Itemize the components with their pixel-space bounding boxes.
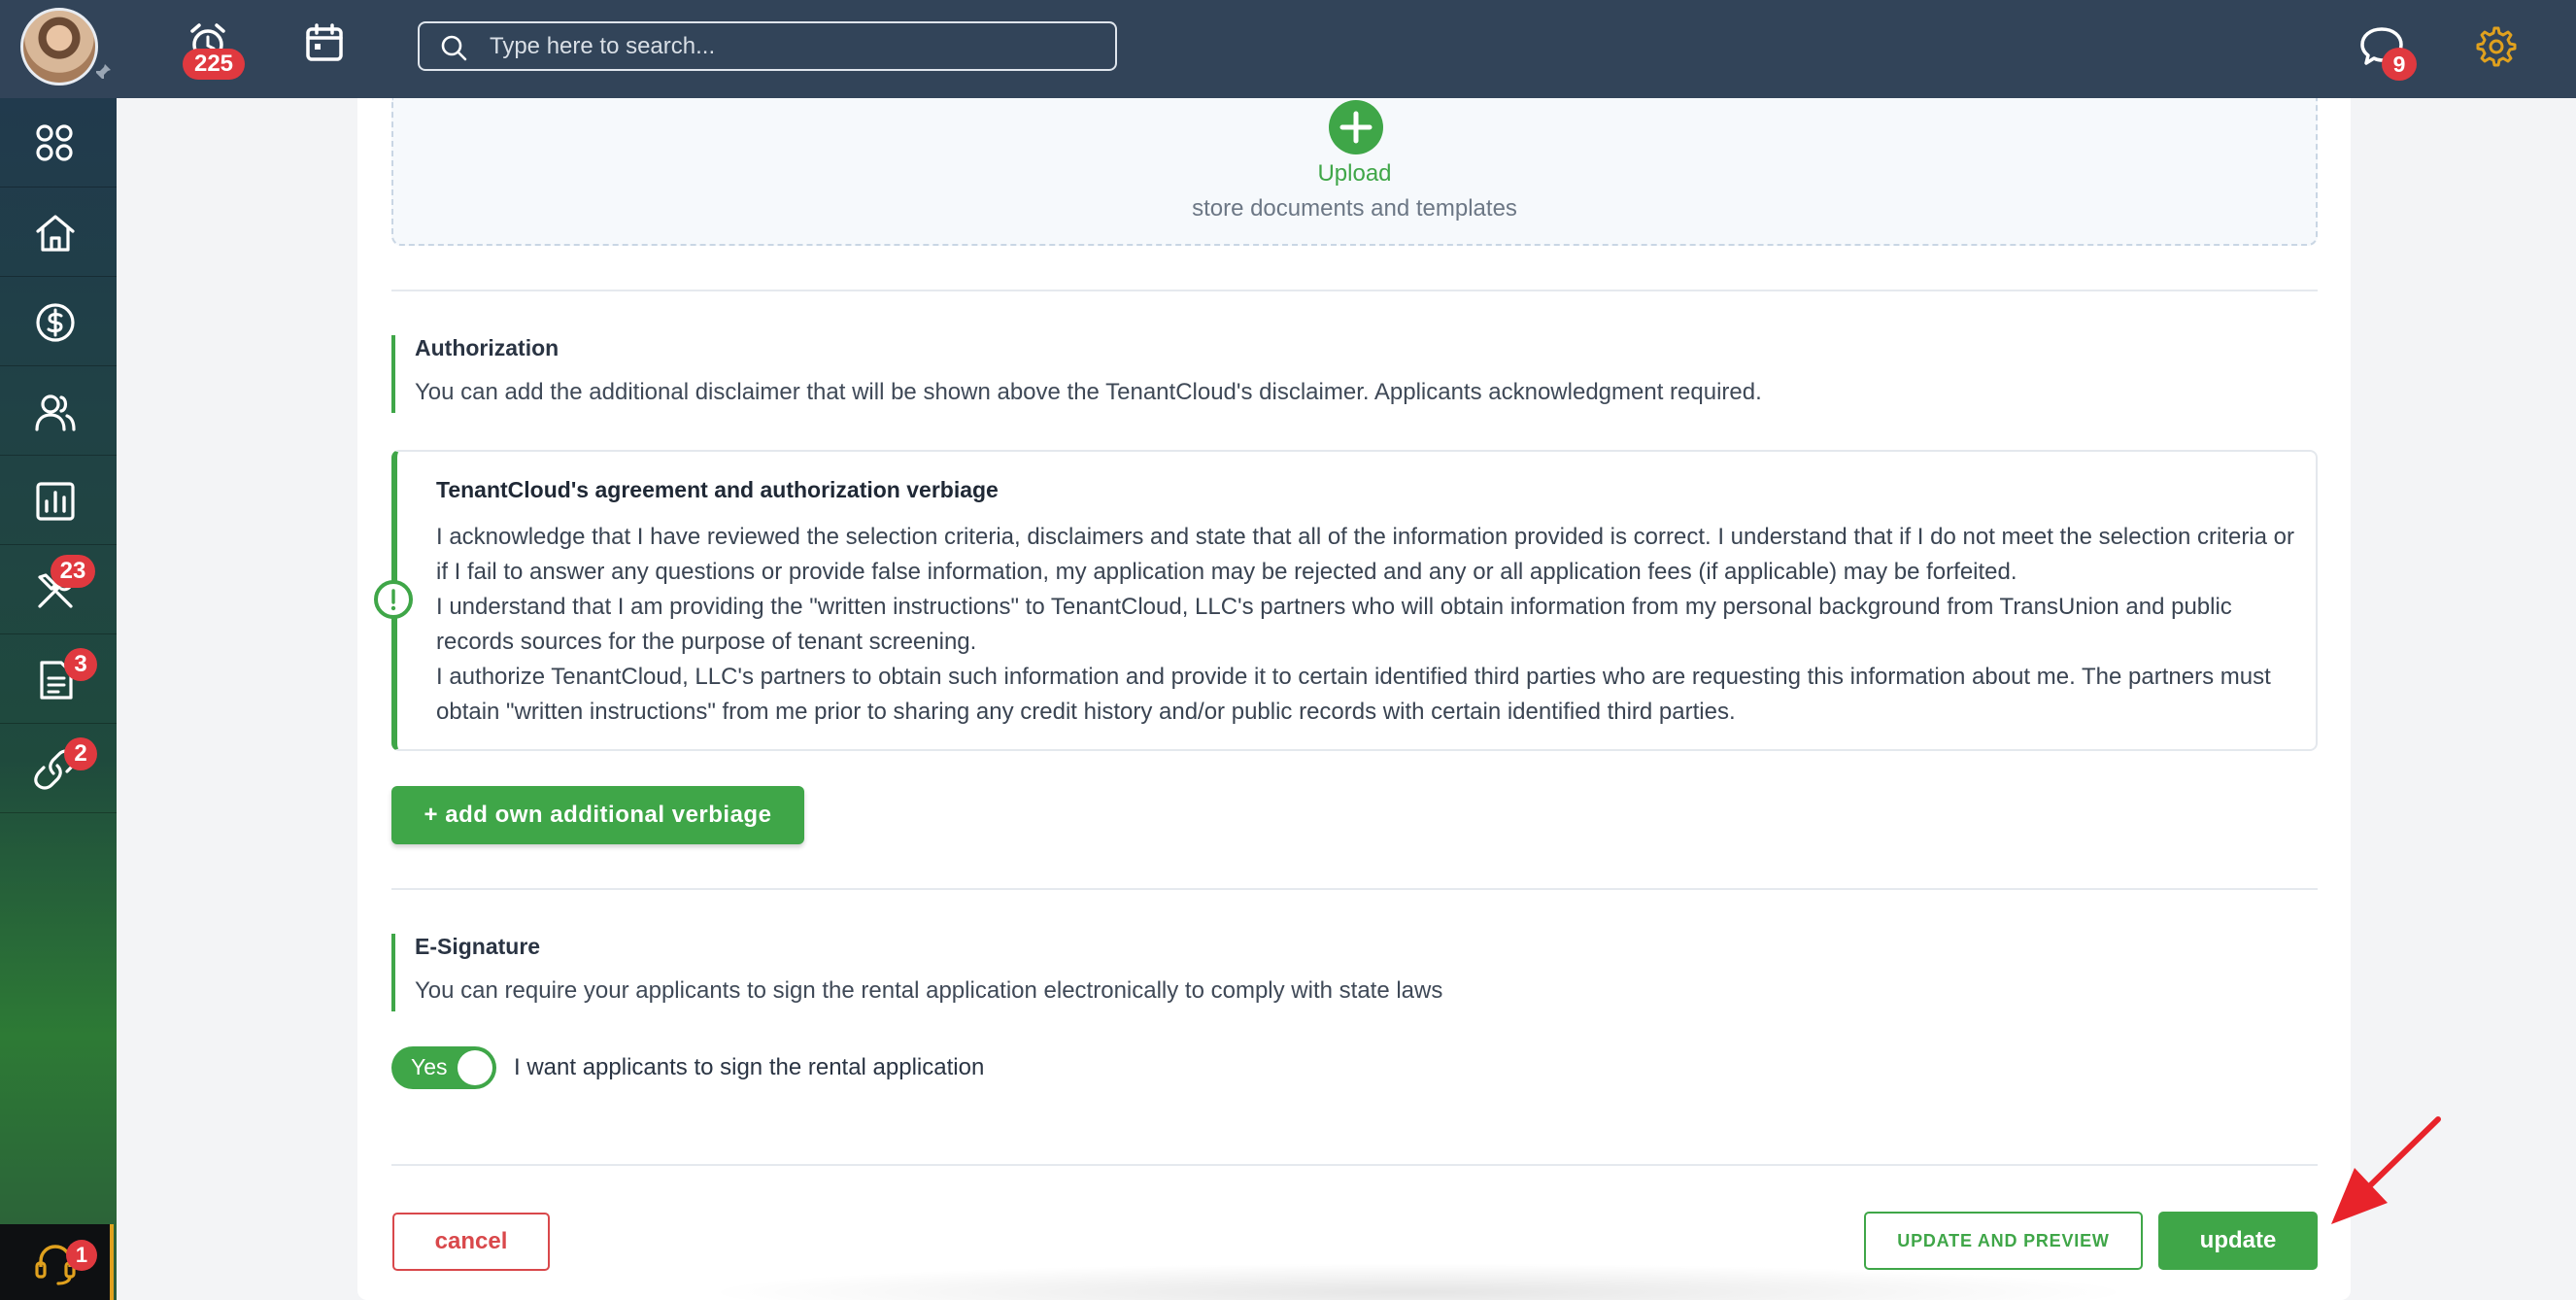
divider: [391, 888, 2318, 890]
upload-subtitle: store documents and templates: [1192, 195, 1517, 222]
update-and-preview-button[interactable]: UPDATE AND PREVIEW: [1864, 1212, 2143, 1270]
upload-title[interactable]: Upload: [1317, 160, 1392, 187]
esignature-toggle[interactable]: [391, 1046, 496, 1089]
toggle-value: Yes: [411, 1054, 448, 1079]
documents-badge: 3: [64, 648, 97, 681]
cancel-button[interactable]: cancel: [392, 1213, 550, 1271]
authorization-section: [391, 335, 2318, 413]
apps-grid-icon: [34, 122, 77, 165]
home-icon: [34, 212, 77, 255]
support-button[interactable]: [0, 1224, 114, 1300]
sidebar-item-maintenance[interactable]: [0, 545, 117, 634]
links-badge: 2: [64, 737, 97, 770]
verbiage-box: [391, 450, 2318, 751]
upload-plus-icon[interactable]: [1329, 100, 1383, 154]
toggle-knob: [458, 1050, 492, 1085]
reports-icon: [34, 480, 77, 523]
support-badge: 1: [66, 1240, 97, 1271]
authorization-heading: Authorization: [415, 335, 559, 360]
dollar-icon: [34, 301, 77, 344]
messages-badge: 9: [2382, 48, 2417, 81]
user-avatar[interactable]: [20, 8, 98, 86]
verbiage-paragraph: I understand that I am providing the "written instructions" to TenantCloud, LLC's partners who will obtain information from my personal background from TransUnion and public records sources for the purpose of tenant screening.: [436, 594, 2232, 655]
alarm-badge: 225: [183, 49, 245, 80]
red-arrow-annotation: [2322, 1108, 2448, 1234]
settings-card: [357, 98, 2351, 1300]
sidebar-item-reports[interactable]: [0, 456, 117, 545]
sidebar-item-links[interactable]: [0, 724, 117, 813]
exclamation-icon: [374, 580, 413, 619]
verbiage-paragraph: I acknowledge that I have reviewed the selection criteria, disclaimers and state that all of the information provided is correct. I understand that if I do not meet the selection criteria or if I fail to answer any questions or provide false information, my application may be rejected and any or all application fees (if applicable) may be forfeited.: [436, 524, 2294, 585]
maintenance-badge: 23: [51, 555, 95, 588]
esignature-toggle-label[interactable]: I want applicants to sign the rental application: [514, 1054, 985, 1080]
calendar-icon[interactable]: [304, 22, 345, 63]
top-bar: [0, 0, 2576, 98]
esignature-description: You can require your applicants to sign the rental application electronically to comply with state laws: [415, 977, 1443, 1004]
pin-icon: [93, 62, 113, 82]
authorization-description: You can add the additional disclaimer that will be shown above the TenantCloud's disclaimer. Applicants acknowledgment required.: [415, 379, 1762, 405]
verbiage-paragraph: I authorize TenantCloud, LLC's partners to obtain such information and provide it to certain identified third parties who are requesting this information about me. The partners must obtain "written instructions" from me prior to sharing any credit history and/or public records with certain identified third parties.: [436, 664, 2271, 725]
esignature-section: [391, 934, 2318, 1011]
search-box[interactable]: [418, 21, 1117, 71]
users-icon: [34, 391, 77, 433]
esignature-heading: E-Signature: [415, 934, 541, 959]
update-button[interactable]: update: [2158, 1212, 2318, 1270]
sidebar-item-home[interactable]: [0, 188, 117, 277]
divider: [391, 1164, 2318, 1166]
upload-dropzone[interactable]: [391, 98, 2318, 246]
verbiage-body: [436, 520, 2301, 730]
search-input[interactable]: [490, 23, 1092, 69]
verbiage-title: TenantCloud's agreement and authorization verbiage: [436, 477, 999, 502]
settings-gear-icon[interactable]: [2475, 25, 2518, 68]
sidebar-item-people[interactable]: [0, 366, 117, 456]
sidebar-item-apps[interactable]: [0, 98, 117, 188]
sidebar: [0, 98, 117, 1300]
add-verbiage-button[interactable]: + add own additional verbiage: [391, 786, 804, 844]
divider: [391, 290, 2318, 291]
search-icon: [439, 33, 468, 62]
sidebar-item-accounting[interactable]: [0, 277, 117, 366]
sidebar-item-documents[interactable]: [0, 634, 117, 724]
